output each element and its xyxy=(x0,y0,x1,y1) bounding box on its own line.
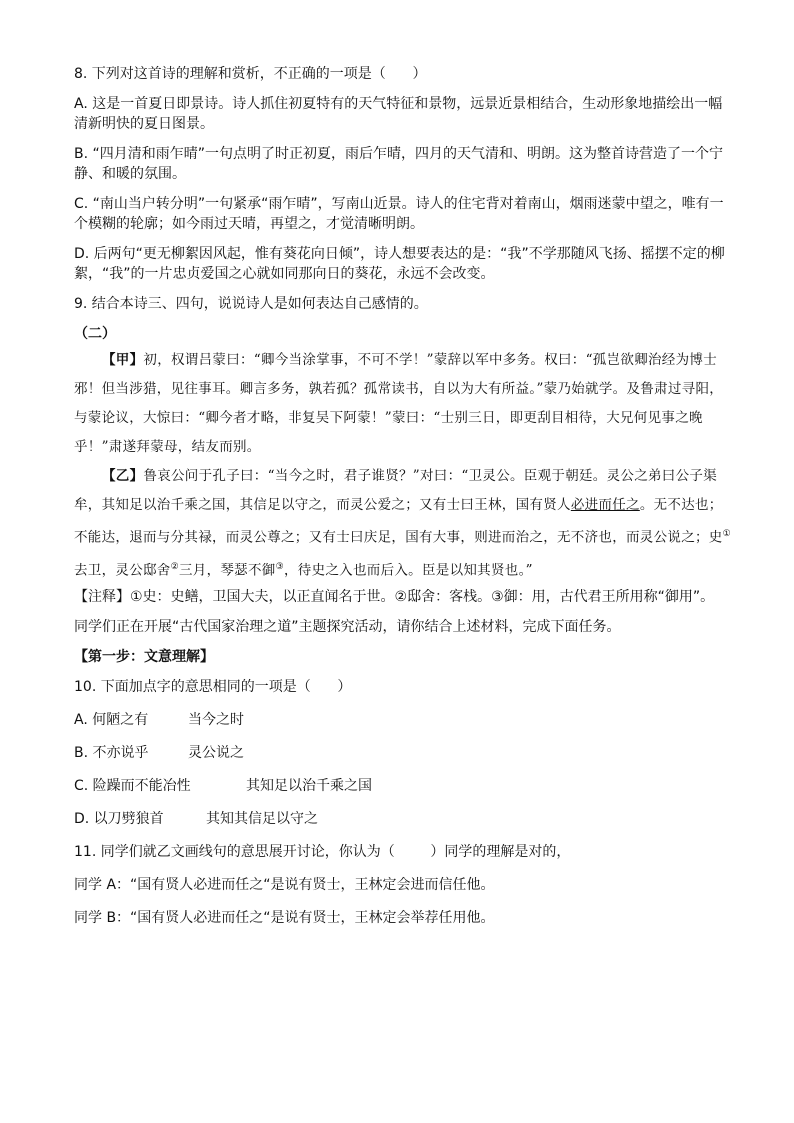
annotation-note: 【注释】①史：史鳝，卫国大夫，以正直闻名于世。②邸舍：客栈。③御：用，古代君王所用称“御用”。 xyxy=(74,589,715,605)
q11-stem: 11. 同学们就乙文画线句的意思展开讨论，你认为（ ）同学的理解是对的， xyxy=(74,844,571,860)
q8-option-d: D. 后两句“更无柳絮因风起，惟有葵花向日倾”，诗人想要表达的是：“我”不学那随风飞扬、摇摆不定的柳絮，“我”的一片忠贞爱国之心就如同那向日的葵花，永远不会改变。 xyxy=(74,246,725,282)
note-marker-3: ③ xyxy=(275,561,284,572)
q10-option-d xyxy=(74,809,734,829)
q8-option-b: B. “四月清和雨乍晴”一句点明了时正初夏，雨后乍晴，四月的天气清和、明朗。这为整首诗营造了一个宁静、和暖的氛围。 xyxy=(74,146,724,182)
q10-option-b xyxy=(74,743,734,763)
passage-yi-text-3: 去卫，灵公邸舍 xyxy=(74,562,171,578)
passage-yi xyxy=(74,462,734,585)
q8-option-c: C. “南山当户转分明”一句紧承“雨乍晴”，写南山近景。诗人的住宅背对着南山，烟雨迷蒙中望之，唯有一个模糊的轮廓；如今雨过天晴，再望之，才觉清晰明朗。 xyxy=(74,196,724,232)
option-right: 其知其信足以守之 xyxy=(206,811,318,827)
q10-stem: 10. 下面加点字的意思相同的一项是（ ） xyxy=(74,679,352,695)
q11-student-b: 同学 B：“国有贤人必进而任之“是说有贤士，王林定会举荐任用他。 xyxy=(74,910,495,926)
option-left: D. 以刀劈狼首 xyxy=(74,811,164,827)
passage-yi-text-1: 鲁哀公问于孔子曰：“当今之时，君子谁贤？”对曰：“卫灵公。臣观于朝廷。灵公之弟曰公子渠牟，其知足以治千乘之国，其信足以守之，而灵公爱之；又有士曰王林，国有贤人 xyxy=(74,468,718,513)
option-left: A. 何陋之有 xyxy=(74,712,149,728)
q9-stem: 9. 结合本诗三、四句，说说诗人是如何表达自己感情的。 xyxy=(74,296,428,312)
passage-jia xyxy=(74,346,734,462)
q8-stem: 8. 下列对这首诗的理解和赏析，不正确的一项是（ ） xyxy=(74,66,427,82)
passage-yi-text-2: 。无不达也；不能达，退而与分其禄，而灵公尊之；又有士曰庆足，国有大事，则进而治之，无不济也，而灵公说之；史 xyxy=(74,497,723,546)
q11-student-a: 同学 A：“国有贤人必进而任之“是说有贤士，王林定会进而信任他。 xyxy=(74,877,495,893)
q8-option-a: A. 这是一首夏日即景诗。诗人抓住初夏特有的天气特征和景物，远景近景相结合，生动形象地描绘出一幅清新明快的夏日图景。 xyxy=(74,96,723,132)
step-one-heading: 【第一步：文意理解】 xyxy=(74,649,214,665)
note-marker-1: ① xyxy=(722,529,731,539)
underlined-sentence: 必进而任之 xyxy=(570,497,640,513)
exam-page xyxy=(74,64,734,941)
option-right: 其知足以治千乘之国 xyxy=(246,778,372,794)
q10-option-a xyxy=(74,710,734,730)
q10-option-c xyxy=(74,776,734,796)
passage-yi-text-4: 三月，琴瑟不御 xyxy=(178,562,276,578)
option-left: C. 险躁而不能冶性 xyxy=(74,778,191,794)
option-right: 灵公说之 xyxy=(188,745,244,761)
passage-jia-text: 初，权谓吕蒙曰：“卿今当涂掌事，不可不学！”蒙辞以军中多务。权曰：“孤岂欲卿治经为博士邪！但当涉猎，见往事耳。卿言多务，孰若孤？孤常读书，自以为大有所益。”蒙乃始就学。及鲁肃过寻阳，与蒙论议，大惊曰：“卿今者才略，非复吴下阿蒙！”蒙曰：“士别三日，即更刮目相待，大兄何见事之晚乎！”肃遂拜蒙母，结友而别。 xyxy=(74,352,724,455)
note-marker-2: ② xyxy=(170,561,179,572)
passage-yi-text-5: ，待史之入也而后入。臣是以知其贤也。” xyxy=(283,562,533,578)
passage-yi-label: 【乙】 xyxy=(102,468,144,484)
task-intro: 同学们正在开展“古代国家治理之道”主题探究活动，请你结合上述材料，完成下面任务。 xyxy=(74,619,621,635)
option-right: 当今之时 xyxy=(188,712,244,728)
option-left: B. 不亦说乎 xyxy=(74,745,149,761)
section-heading: （二） xyxy=(74,326,116,342)
passage-jia-label: 【甲】 xyxy=(102,352,144,368)
